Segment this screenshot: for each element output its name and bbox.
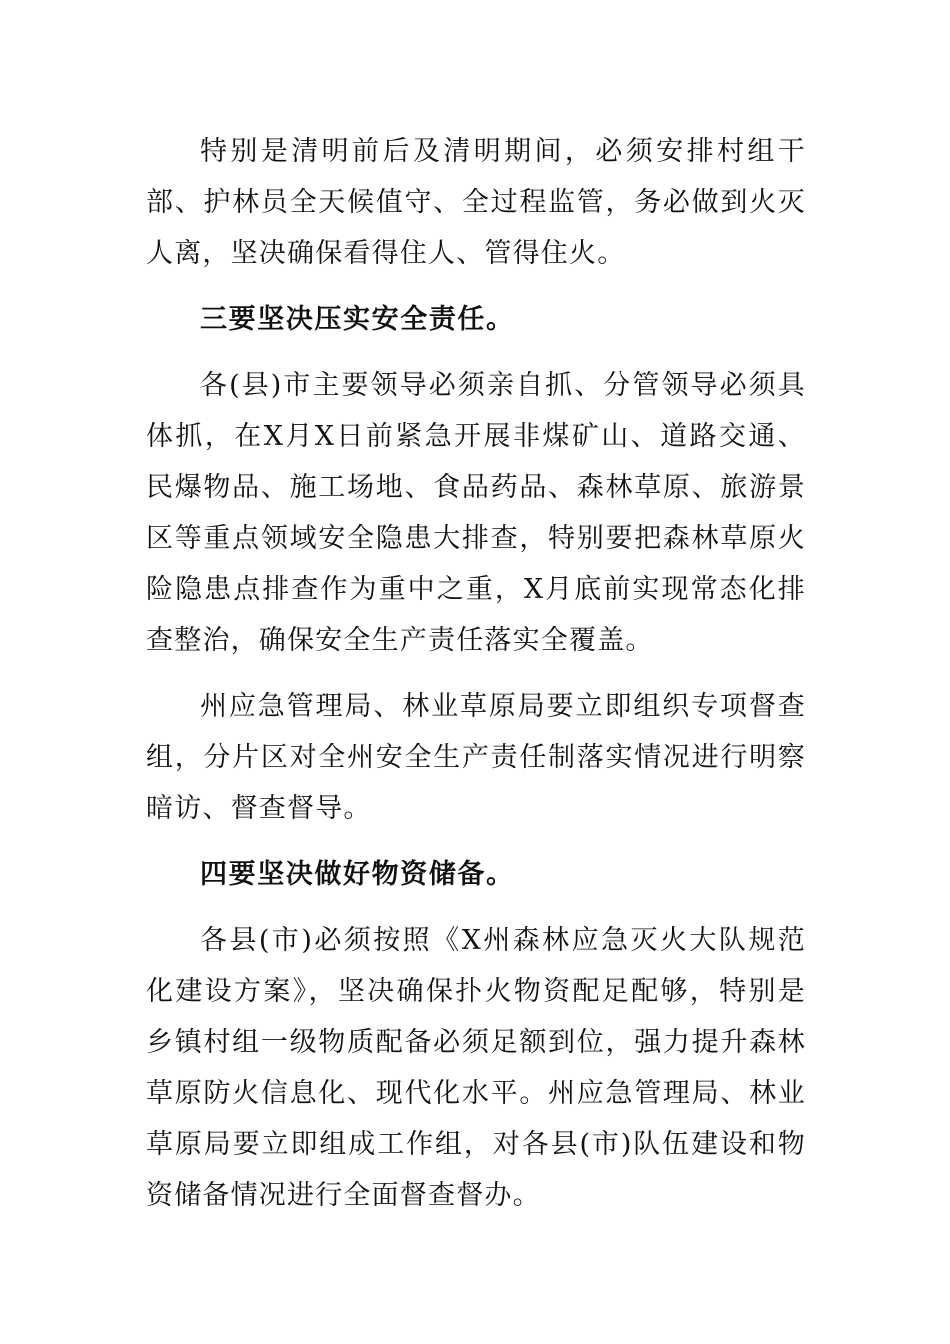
document-body [146, 126, 806, 1236]
paragraph-fire-watch: 特别是清明前后及清明期间，必须安排村组干部、护林员全天候值守、全过程监管，务必做到火灭人离，坚决确保看得住人、管得住火。 [146, 136, 806, 269]
paragraph-safety-inspection: 各(县)市主要领导必须亲自抓、分管领导必须具体抓，在X月X日前紧急开展非煤矿山、道路交通、民爆物品、施工场地、食品药品、森林草原、旅游景区等重点领域安全隐患大排查，特别要把森林草原火险隐患点排查作为重中之重，X月底前实现常态化排查整治，确保安全生产责任落实全覆盖。 [146, 370, 806, 656]
section-heading-material-reserve: 四要坚决做好物资储备。 [200, 859, 515, 890]
paragraph-supervision-team: 州应急管理局、林业草原局要立即组织专项督查组，分片区对全州安全生产责任制落实情况进行明察暗访、督查督导。 [146, 691, 806, 824]
section-heading-safety-responsibility: 三要坚决压实安全责任。 [200, 304, 515, 335]
paragraph-material-reserve: 各县(市)必须按照《X州森林应急灭火大队规范化建设方案》，坚决确保扑火物资配足配够，特别是乡镇村组一级物质配备必须足额到位，强力提升森林草原防火信息化、现代化水平。州应急管理局、林业草原局要立即组成工作组，对各县(市)队伍建设和物资储备情况进行全面督查督办。 [146, 925, 806, 1211]
